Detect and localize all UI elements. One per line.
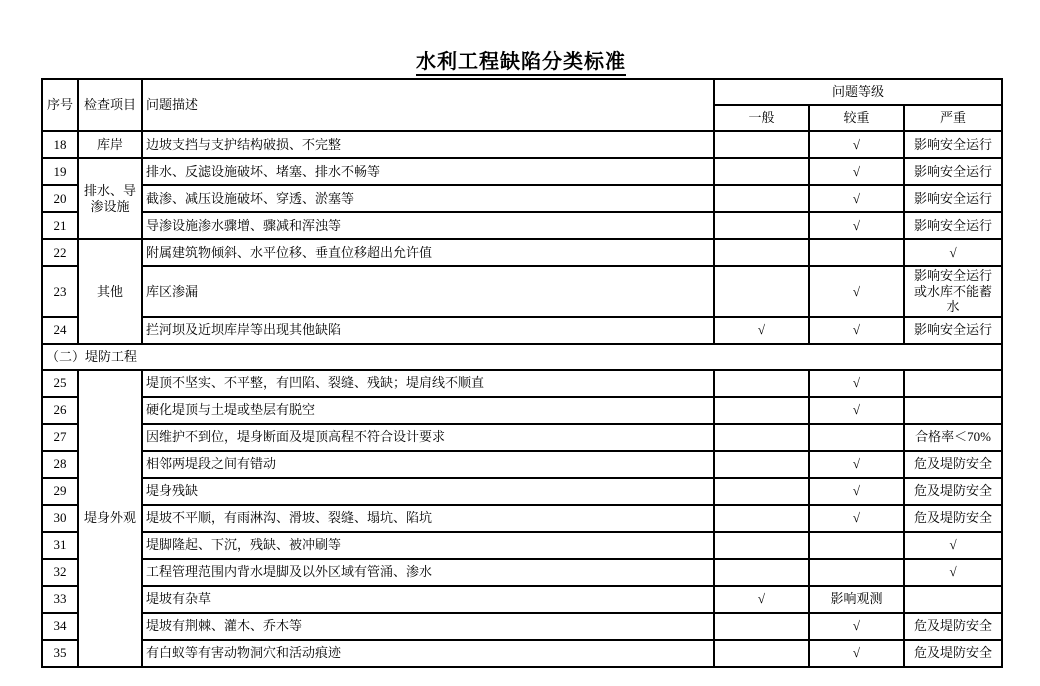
level-moderate-cell: √ [809,158,904,185]
table-row [42,131,1002,158]
row-no-cell: 26 [42,397,78,424]
table-row [42,613,1002,640]
row-no-cell: 23 [42,266,78,317]
row-no-cell: 19 [42,158,78,185]
row-no-cell: 33 [42,586,78,613]
level-severe-cell: √ [904,239,1002,266]
level-moderate-cell [809,424,904,451]
table-row [42,505,1002,532]
level-moderate-cell: √ [809,397,904,424]
level-general-cell [714,397,809,424]
level-moderate-cell: √ [809,212,904,239]
desc-cell: 堤身残缺 [142,478,714,505]
level-moderate-cell: √ [809,370,904,397]
level-general-cell [714,239,809,266]
row-no-cell: 25 [42,370,78,397]
level-moderate-cell: √ [809,317,904,344]
item-cell: 库岸 [78,131,142,158]
item-cell: 排水、导渗设施 [78,158,142,239]
desc-cell: 截渗、减压设施破坏、穿透、淤塞等 [142,185,714,212]
level-severe-cell: 影响安全运行 [904,317,1002,344]
row-no-cell: 27 [42,424,78,451]
level-general-cell: √ [714,317,809,344]
table-row [42,451,1002,478]
defect-classification-table [41,78,1003,668]
row-no-cell: 18 [42,131,78,158]
level-general-cell [714,212,809,239]
col-header-severe: 严重 [904,105,1002,131]
level-moderate-cell [809,559,904,586]
level-general-cell [714,370,809,397]
row-no-cell: 24 [42,317,78,344]
desc-cell: 有白蚁等有害动物洞穴和活动痕迹 [142,640,714,667]
level-severe-cell: √ [904,559,1002,586]
desc-cell: 堤脚隆起、下沉，残缺、被冲刷等 [142,532,714,559]
desc-cell: 附属建筑物倾斜、水平位移、垂直位移超出允许值 [142,239,714,266]
table-row [42,185,1002,212]
level-general-cell [714,266,809,317]
desc-cell: 拦河坝及近坝库岸等出现其他缺陷 [142,317,714,344]
level-moderate-cell: √ [809,505,904,532]
level-general-cell [714,451,809,478]
col-header-desc: 问题描述 [142,79,714,131]
level-general-cell [714,185,809,212]
row-no-cell: 30 [42,505,78,532]
section-label: （二）堤防工程 [42,344,1002,370]
level-severe-cell: 影响安全运行 [904,185,1002,212]
desc-cell: 堤顶不坚实、不平整，有凹陷、裂缝、残缺；堤肩线不顺直 [142,370,714,397]
level-moderate-cell: √ [809,478,904,505]
desc-cell: 相邻两堤段之间有错动 [142,451,714,478]
level-severe-cell: 危及堤防安全 [904,505,1002,532]
row-no-cell: 32 [42,559,78,586]
page-title-text: 水利工程缺陷分类标准 [416,51,626,76]
row-no-cell: 22 [42,239,78,266]
desc-cell: 硬化堤顶与土堤或垫层有脱空 [142,397,714,424]
level-moderate-cell: √ [809,185,904,212]
level-severe-cell [904,586,1002,613]
col-header-moderate: 较重 [809,105,904,131]
table-row [42,239,1002,266]
item-cell: 堤身外观 [78,370,142,667]
level-general-cell [714,158,809,185]
level-severe-cell: 影响安全运行或水库不能蓄水 [904,266,1002,317]
desc-cell: 堤坡不平顺，有雨淋沟、滑坡、裂缝、塌坑、陷坑 [142,505,714,532]
col-header-level-group: 问题等级 [714,79,1002,105]
table-body [42,131,1002,667]
table-row [42,266,1002,317]
level-moderate-cell: √ [809,266,904,317]
level-moderate-cell: √ [809,451,904,478]
level-moderate-cell [809,239,904,266]
page-title [41,45,1001,74]
level-moderate-cell: √ [809,613,904,640]
table-row [42,640,1002,667]
table-row [42,424,1002,451]
desc-cell: 边坡支挡与支护结构破损、不完整 [142,131,714,158]
level-severe-cell [904,397,1002,424]
desc-cell: 导渗设施渗水骤增、骤减和浑浊等 [142,212,714,239]
level-moderate-cell: √ [809,131,904,158]
table-row [42,370,1002,397]
level-general-cell [714,505,809,532]
table-row [42,212,1002,239]
row-no-cell: 34 [42,613,78,640]
level-severe-cell: 合格率＜70% [904,424,1002,451]
desc-cell: 工程管理范围内背水堤脚及以外区域有管涌、渗水 [142,559,714,586]
table-row [42,478,1002,505]
level-general-cell [714,532,809,559]
table-row [42,317,1002,344]
desc-cell: 堤坡有荆棘、灌木、乔木等 [142,613,714,640]
row-no-cell: 28 [42,451,78,478]
desc-cell: 库区渗漏 [142,266,714,317]
level-moderate-cell: √ [809,640,904,667]
table-row [42,559,1002,586]
level-severe-cell: 危及堤防安全 [904,613,1002,640]
level-general-cell: √ [714,586,809,613]
header-row-top [42,79,1002,105]
level-moderate-cell [809,532,904,559]
level-general-cell [714,478,809,505]
level-severe-cell: √ [904,532,1002,559]
level-general-cell [714,613,809,640]
level-severe-cell: 危及堤防安全 [904,640,1002,667]
level-severe-cell: 危及堤防安全 [904,451,1002,478]
col-header-general: 一般 [714,105,809,131]
row-no-cell: 31 [42,532,78,559]
level-general-cell [714,559,809,586]
row-no-cell: 35 [42,640,78,667]
row-no-cell: 21 [42,212,78,239]
table-row [42,158,1002,185]
desc-cell: 排水、反滤设施破坏、堵塞、排水不畅等 [142,158,714,185]
desc-cell: 堤坡有杂草 [142,586,714,613]
row-no-cell: 29 [42,478,78,505]
level-general-cell [714,640,809,667]
level-general-cell [714,131,809,158]
level-general-cell [714,424,809,451]
item-cell: 其他 [78,239,142,344]
level-severe-cell: 影响安全运行 [904,131,1002,158]
table-row [42,532,1002,559]
level-severe-cell [904,370,1002,397]
col-header-no: 序号 [42,79,78,131]
level-severe-cell: 影响安全运行 [904,212,1002,239]
level-severe-cell: 危及堤防安全 [904,478,1002,505]
col-header-item: 检查项目 [78,79,142,131]
row-no-cell: 20 [42,185,78,212]
desc-cell: 因维护不到位，堤身断面及堤顶高程不符合设计要求 [142,424,714,451]
table-row [42,586,1002,613]
level-severe-cell: 影响安全运行 [904,158,1002,185]
section-row [42,344,1002,370]
table-row [42,397,1002,424]
level-moderate-cell: 影响观测 [809,586,904,613]
